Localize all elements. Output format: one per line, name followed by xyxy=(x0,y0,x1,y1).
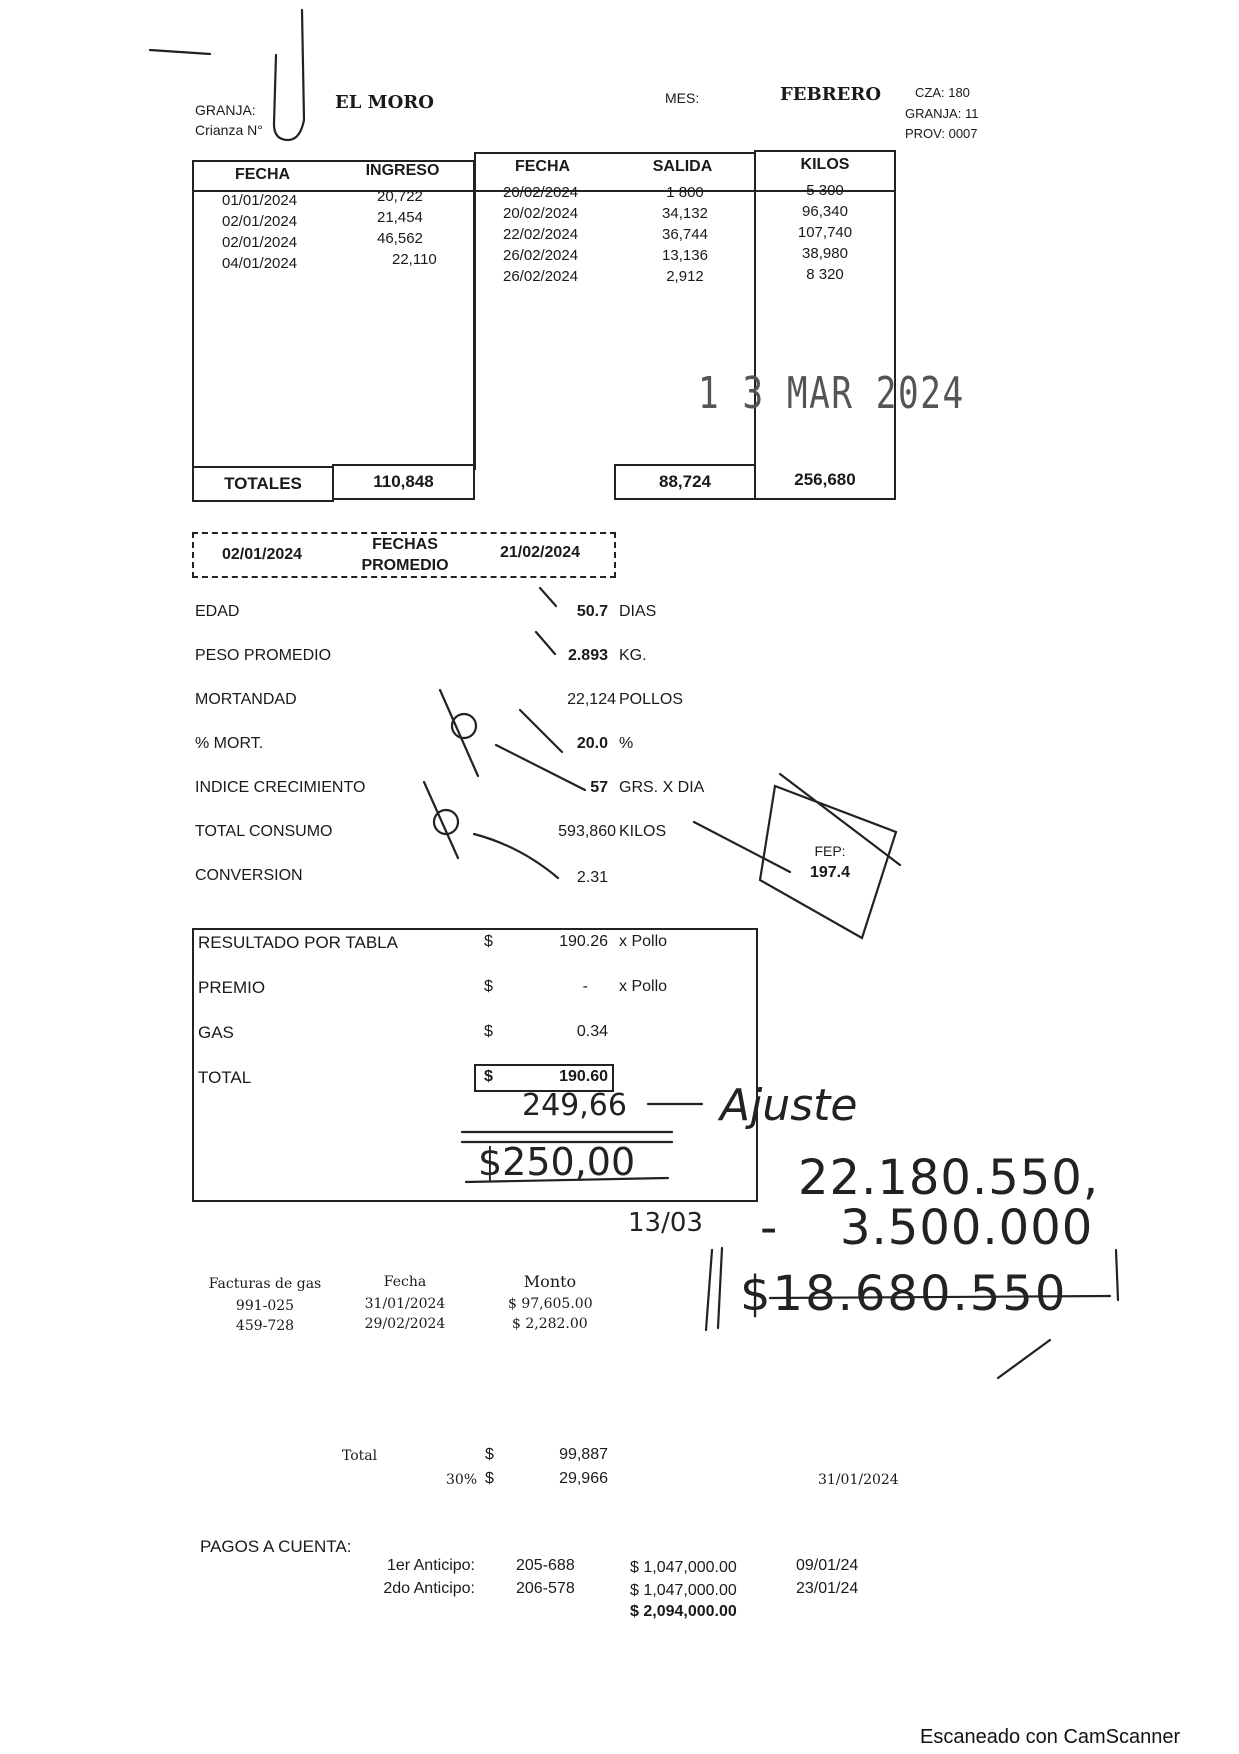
stat-value-indice: 57 xyxy=(590,779,608,796)
net-bracket-left-2 xyxy=(718,1248,722,1328)
scribble-mark-1 xyxy=(440,690,478,776)
total-value: 190.60 xyxy=(559,1068,608,1085)
ingreso-value-3: 46,562 xyxy=(377,230,423,247)
prov-value: PROV: 0007 xyxy=(905,126,978,141)
anticipo-label-1: 1er Anticipo: xyxy=(386,1557,475,1574)
stat-value-edad: 50.7 xyxy=(576,603,608,620)
factura-fecha-1: 31/01/2024 xyxy=(364,1296,446,1312)
fechas-promedio-label-1: FECHAS xyxy=(372,536,438,553)
header-salida: SALIDA xyxy=(652,158,713,175)
header-ingreso: INGRESO xyxy=(365,162,440,179)
total-kilos: 256,680 xyxy=(794,470,856,489)
header-fecha-salida: FECHA xyxy=(514,158,571,175)
salida-fecha-1: 20/02/2024 xyxy=(503,184,579,201)
fecha-promedio-ingreso: 02/01/2024 xyxy=(222,546,303,563)
ingreso-fecha-2: 02/01/2024 xyxy=(222,213,298,230)
stat-label-consumo: TOTAL CONSUMO xyxy=(195,823,333,840)
handwritten-ajuste-word: Ajuste xyxy=(720,1080,858,1131)
stat-value-pct-mort: 20.0 xyxy=(576,735,608,752)
gas-pct-currency: $ xyxy=(485,1470,494,1487)
scribble-circle-1 xyxy=(452,714,476,738)
anticipo-amount-2: $ 1,047,000.00 xyxy=(630,1582,737,1599)
ingresos-frame xyxy=(192,160,475,500)
net-bracket-right xyxy=(1116,1250,1118,1300)
stat-unit-edad: DIAS xyxy=(619,603,657,620)
anticipo-amount-1: $ 1,047,000.00 xyxy=(630,1559,737,1576)
binder-hook-mark xyxy=(274,10,304,140)
stat-label-conversion: CONVERSION xyxy=(195,867,303,884)
ingreso-value-4: 22,110 xyxy=(392,251,437,268)
handwritten-date: 13/03 xyxy=(628,1208,703,1238)
stat-unit-indice: GRS. X DIA xyxy=(619,779,705,796)
kilos-value-1: 5 300 xyxy=(806,182,844,199)
anticipo-date-2: 23/01/24 xyxy=(796,1580,859,1597)
salida-fecha-2: 20/02/2024 xyxy=(503,205,579,222)
anticipo-date-1: 09/01/24 xyxy=(796,1557,859,1574)
salida-fecha-3: 22/02/2024 xyxy=(503,226,579,243)
ingreso-fecha-3: 02/01/2024 xyxy=(222,234,298,251)
ingreso-fecha-1: 01/01/2024 xyxy=(222,192,298,209)
salida-value-3: 36,744 xyxy=(662,226,708,243)
gas-value: 0.34 xyxy=(576,1023,608,1040)
scribble-mark-2 xyxy=(424,782,458,858)
resultado-tabla-label: RESULTADO POR TABLA xyxy=(198,933,398,952)
total-label: TOTAL xyxy=(198,1068,252,1087)
stat-unit-pct-mort: % xyxy=(619,735,634,752)
granja-label: GRANJA: xyxy=(195,102,256,118)
total-salida: 88,724 xyxy=(659,472,711,491)
facturas-header-num: Facturas de gas xyxy=(208,1276,322,1292)
gas-total-label: Total xyxy=(342,1448,378,1464)
stat-label-mortandad: MORTANDAD xyxy=(195,691,297,708)
handwritten-final-price: $250,00 xyxy=(478,1140,636,1184)
gas-date: 31/01/2024 xyxy=(818,1472,899,1488)
header-fecha-ingreso: FECHA xyxy=(234,166,291,183)
stat-unit-mortandad: POLLOS xyxy=(619,691,684,708)
granja-number: GRANJA: 11 xyxy=(905,106,979,121)
granja-name: EL MORO xyxy=(335,92,434,113)
kilos-value-5: 8 320 xyxy=(806,266,844,283)
stat-label-peso: PESO PROMEDIO xyxy=(195,647,332,664)
pagos-total: $ 2,094,000.00 xyxy=(630,1603,737,1620)
stat-value-conversion: 2.31 xyxy=(576,869,608,886)
salida-fecha-5: 26/02/2024 xyxy=(503,268,579,285)
resultado-tabla-currency: $ xyxy=(484,933,493,950)
stat-value-peso: 2.893 xyxy=(567,647,608,664)
handwritten-deduction: 3.500.000 xyxy=(840,1200,1094,1256)
scribble-circle-2 xyxy=(434,810,458,834)
resultado-tabla-value: 190.26 xyxy=(559,933,608,950)
cza-value: CZA: 180 xyxy=(915,85,970,100)
stat-value-consumo: 593,860 xyxy=(558,823,616,840)
final-slash-mark xyxy=(998,1340,1050,1378)
premio-value: - xyxy=(582,978,588,995)
stat-label-pct-mort: % MORT. xyxy=(195,735,264,752)
net-bracket-left xyxy=(706,1250,712,1330)
fep-value: 197.4 xyxy=(809,864,851,881)
gas-pct-value: 29,966 xyxy=(559,1470,608,1487)
gas-pct-label: 30% xyxy=(446,1472,478,1488)
mes-label: MES: xyxy=(665,90,700,106)
handwritten-net: $18.680.550 xyxy=(740,1266,1068,1322)
stat-unit-peso: KG. xyxy=(619,647,647,664)
anticipo-label-2: 2do Anticipo: xyxy=(383,1580,475,1597)
ingreso-value-1: 20,722 xyxy=(377,188,423,205)
salida-value-4: 13,136 xyxy=(662,247,708,264)
factura-monto-1: $ 97,605.00 xyxy=(508,1296,593,1312)
gas-label: GAS xyxy=(198,1023,234,1042)
fechas-promedio-label-2: PROMEDIO xyxy=(361,557,449,574)
ingreso-value-2: 21,454 xyxy=(377,209,423,226)
kilos-value-2: 96,340 xyxy=(802,203,848,220)
kilos-value-4: 38,980 xyxy=(802,245,848,262)
stat-label-indice: INDICE CRECIMIENTO xyxy=(195,779,366,796)
crianza-label: Crianza N° xyxy=(195,122,263,138)
stat-label-edad: EDAD xyxy=(195,603,240,620)
facturas-header-fecha: Fecha xyxy=(383,1274,427,1290)
gas-currency: $ xyxy=(484,1023,493,1040)
total-currency: $ xyxy=(484,1068,493,1085)
stat-unit-consumo: KILOS xyxy=(619,823,667,840)
mes-value: FEBRERO xyxy=(780,84,882,105)
facturas-header-monto: Monto xyxy=(523,1272,577,1291)
premio-unit: x Pollo xyxy=(619,978,668,995)
salida-value-1: 1 800 xyxy=(666,184,704,201)
fep-square-mark xyxy=(760,786,896,938)
handwritten-gross: 22.180.550, xyxy=(798,1150,1100,1206)
premio-currency: $ xyxy=(484,978,493,995)
scanner-watermark: Escaneado con CamScanner xyxy=(920,1726,1181,1748)
kilos-value-3: 107,740 xyxy=(797,224,853,241)
salida-value-5: 2,912 xyxy=(666,268,704,285)
factura-fecha-2: 29/02/2024 xyxy=(364,1316,446,1332)
total-ingreso: 110,848 xyxy=(373,472,434,491)
stat-value-mortandad: 22,124 xyxy=(567,691,616,708)
anticipo-ref-1: 205-688 xyxy=(516,1557,575,1574)
handwritten-minus: - xyxy=(760,1200,778,1256)
gas-total-value: 99,887 xyxy=(559,1446,608,1463)
gas-total-currency: $ xyxy=(485,1446,494,1463)
ingreso-fecha-4: 04/01/2024 xyxy=(222,255,298,272)
check-mark-consumo-2 xyxy=(694,822,790,872)
top-dash-mark xyxy=(150,50,210,54)
salida-fecha-4: 26/02/2024 xyxy=(503,247,579,264)
header-kilos: KILOS xyxy=(800,156,850,173)
factura-monto-2: $ 2,282.00 xyxy=(512,1316,588,1332)
fep-label: FEP: xyxy=(814,843,846,859)
premio-label: PREMIO xyxy=(198,978,266,997)
factura-num-1: 991-025 xyxy=(235,1298,295,1314)
factura-num-2: 459-728 xyxy=(235,1318,295,1334)
salida-value-2: 34,132 xyxy=(662,205,708,222)
fecha-promedio-salida: 21/02/2024 xyxy=(500,544,581,561)
totales-label: TOTALES xyxy=(224,474,302,493)
pagos-title: PAGOS A CUENTA: xyxy=(200,1537,352,1556)
anticipo-ref-2: 206-578 xyxy=(516,1580,575,1597)
resultado-tabla-unit: x Pollo xyxy=(619,933,668,950)
handwritten-ajuste-value: 249,66 xyxy=(522,1088,627,1123)
received-stamp: 1 3 MAR 2024 xyxy=(698,368,965,419)
